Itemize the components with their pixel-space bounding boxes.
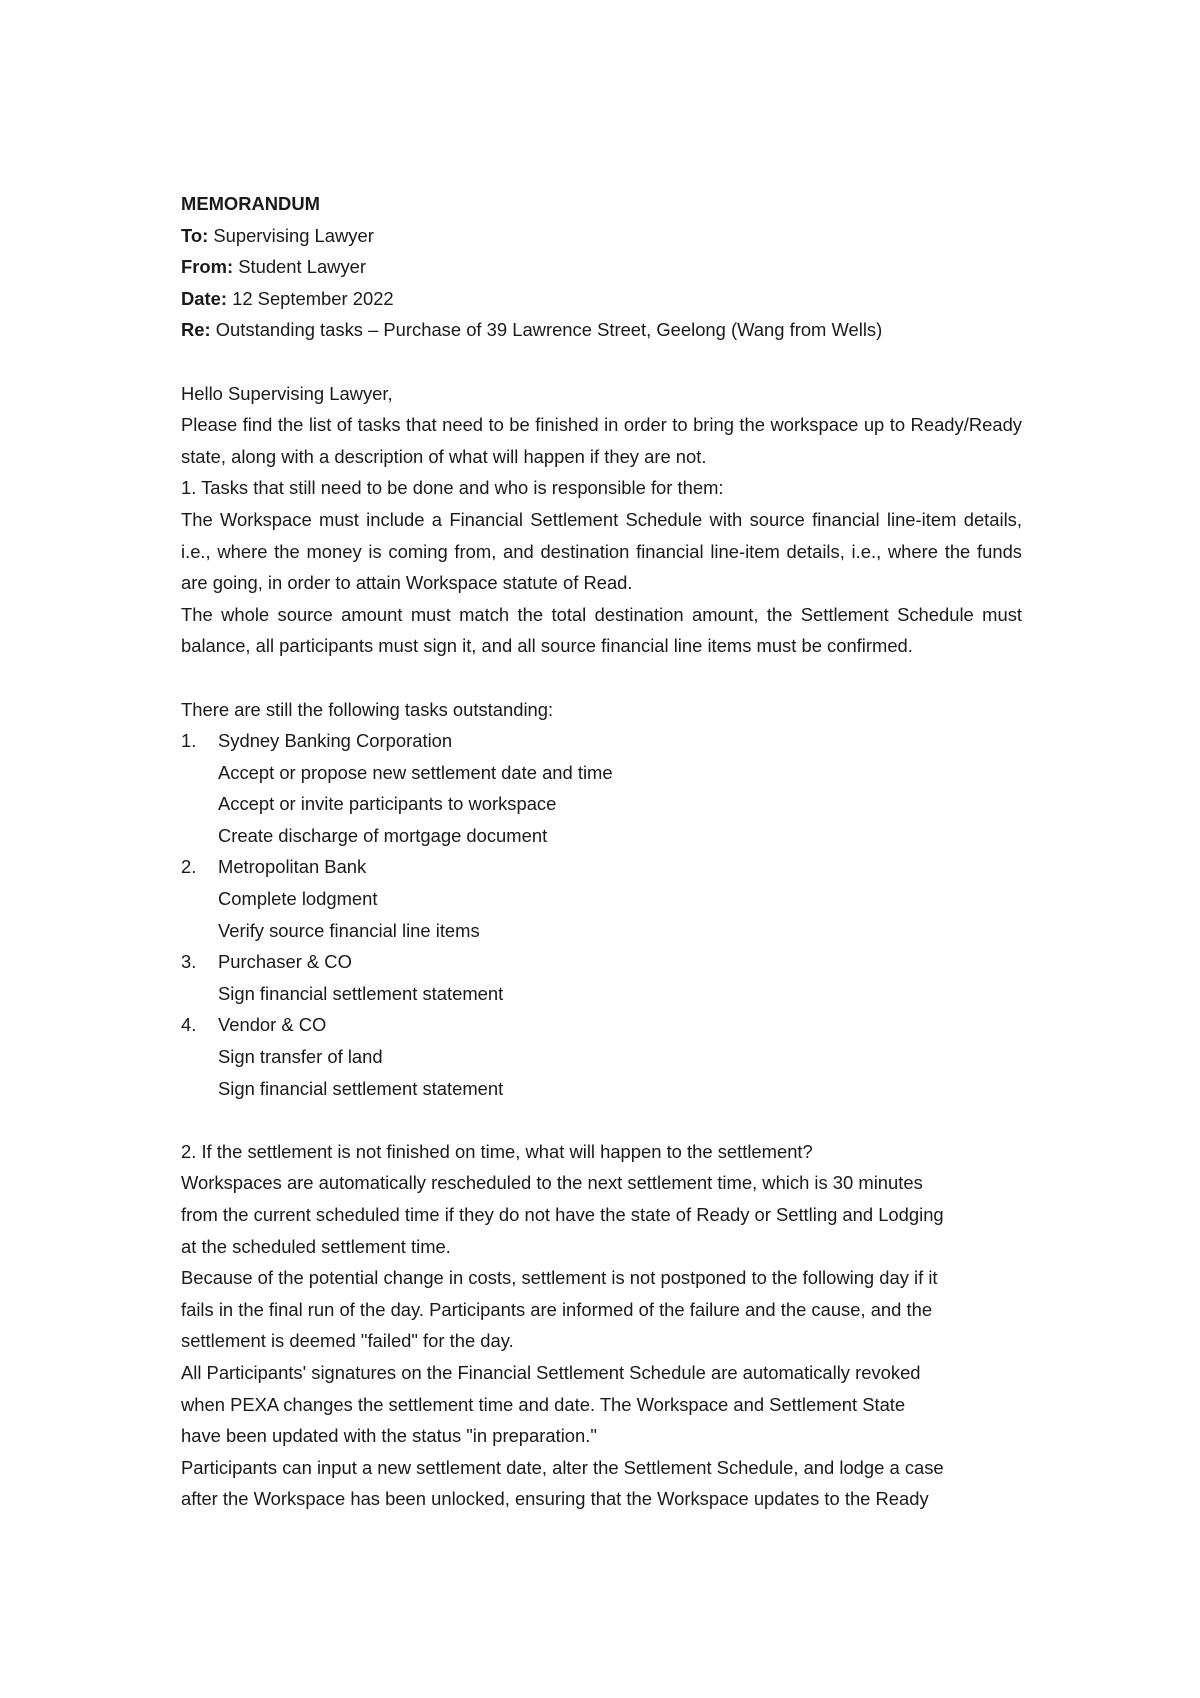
paragraph-4 — [181, 1262, 1022, 1357]
re-value: Outstanding tasks – Purchase of 39 Lawrence Street, Geelong (Wang from Wells) — [210, 319, 883, 341]
task-item: Accept or invite participants to workspace — [218, 793, 557, 815]
task-item: Verify source financial line items — [218, 919, 480, 941]
paragraph-line: have been updated with the status "in preparation." — [181, 1425, 597, 1447]
task-heading — [181, 725, 1022, 757]
question-2: 2. If the settlement is not finished on time, what will happen to the settlement? — [181, 1140, 813, 1162]
question-1: 1. Tasks that still need to be done and who is responsible for them: — [181, 477, 724, 499]
task-item: Sign financial settlement statement — [218, 1077, 504, 1099]
memo-from — [181, 251, 1022, 283]
re-label: Re: — [181, 319, 211, 341]
paragraph-1: The Workspace must include a Financial Settlement Schedule with source financial line-item details, i.e., where the money is coming from, and destination financial line-item details, i.e., where the funds are going, in order to attain Workspace statute of Read. — [181, 508, 1022, 594]
from-value: Student Lawyer — [233, 256, 367, 278]
task-item: Complete lodgment — [218, 888, 378, 910]
task-group — [181, 851, 1022, 946]
spacer — [181, 346, 1022, 378]
paragraph-line: at the scheduled settlement time. — [181, 1235, 451, 1257]
task-heading — [181, 851, 1022, 883]
paragraph-line: fails in the final run of the day. Participants are informed of the failure and the cause, and the — [181, 1298, 933, 1320]
intro-paragraph: Please find the list of tasks that need to be finished in order to bring the workspace up to Ready/Ready state, along with a description of what will happen if they are not. — [181, 414, 1022, 467]
task-heading — [181, 1009, 1022, 1041]
task-group — [181, 725, 1022, 851]
paragraph-line: Workspaces are automatically rescheduled to the next settlement time, which is 30 minutes — [181, 1172, 923, 1194]
task-list — [181, 725, 1022, 1104]
paragraph-5 — [181, 1357, 1022, 1452]
task-heading — [181, 946, 1022, 978]
paragraph-line: when PEXA changes the settlement time and date. The Workspace and Settlement State — [181, 1393, 906, 1415]
task-item: Sign transfer of land — [218, 1046, 383, 1068]
task-party: Sydney Banking Corporation — [218, 730, 453, 752]
task-number: 3. — [181, 951, 197, 973]
spacer — [181, 662, 1022, 694]
memo-title: MEMORANDUM — [181, 193, 320, 214]
to-value: Supervising Lawyer — [208, 224, 374, 246]
date-value: 12 September 2022 — [227, 287, 394, 309]
paragraph-3 — [181, 1167, 1022, 1262]
outstanding-intro: There are still the following tasks outstanding: — [181, 698, 554, 720]
to-label: To: — [181, 224, 209, 246]
memo-re — [181, 314, 1022, 346]
paragraph-6 — [181, 1452, 1022, 1515]
task-item: Sign financial settlement statement — [218, 982, 504, 1004]
task-party: Metropolitan Bank — [218, 856, 367, 878]
from-label: From: — [181, 256, 234, 278]
task-group — [181, 1009, 1022, 1104]
task-number: 4. — [181, 1014, 197, 1036]
task-item: Accept or propose new settlement date and time — [218, 761, 613, 783]
memo-date — [181, 283, 1022, 315]
task-item: Create discharge of mortgage document — [218, 824, 548, 846]
task-number: 1. — [181, 730, 197, 752]
paragraph-line: from the current scheduled time if they do not have the state of Ready or Settling and Lodging — [181, 1204, 944, 1225]
paragraph-2: The whole source amount must match the total destination amount, the Settlement Schedule must balance, all participants must sign it, and all source financial line items must be confirmed. — [181, 603, 1022, 657]
paragraph-line: Because of the potential change in costs, settlement is not postponed to the following day if it — [181, 1267, 938, 1289]
paragraph-line: Participants can input a new settlement date, alter the Settlement Schedule, and lodge a case — [181, 1456, 944, 1478]
paragraph-line: All Participants' signatures on the Financial Settlement Schedule are automatically revoked — [181, 1361, 921, 1383]
paragraph-line: after the Workspace has been unlocked, ensuring that the Workspace updates to the Ready — [181, 1488, 929, 1510]
greeting: Hello Supervising Lawyer, — [181, 382, 393, 404]
task-party: Vendor & CO — [218, 1014, 327, 1036]
date-label: Date: — [181, 287, 227, 309]
task-group — [181, 946, 1022, 1009]
memo-content — [181, 188, 1022, 1515]
task-party: Purchaser & CO — [218, 951, 352, 973]
spacer — [181, 1104, 1022, 1136]
memo-to — [181, 220, 1022, 252]
task-number: 2. — [181, 856, 197, 878]
paragraph-line: settlement is deemed "failed" for the day. — [181, 1330, 514, 1352]
